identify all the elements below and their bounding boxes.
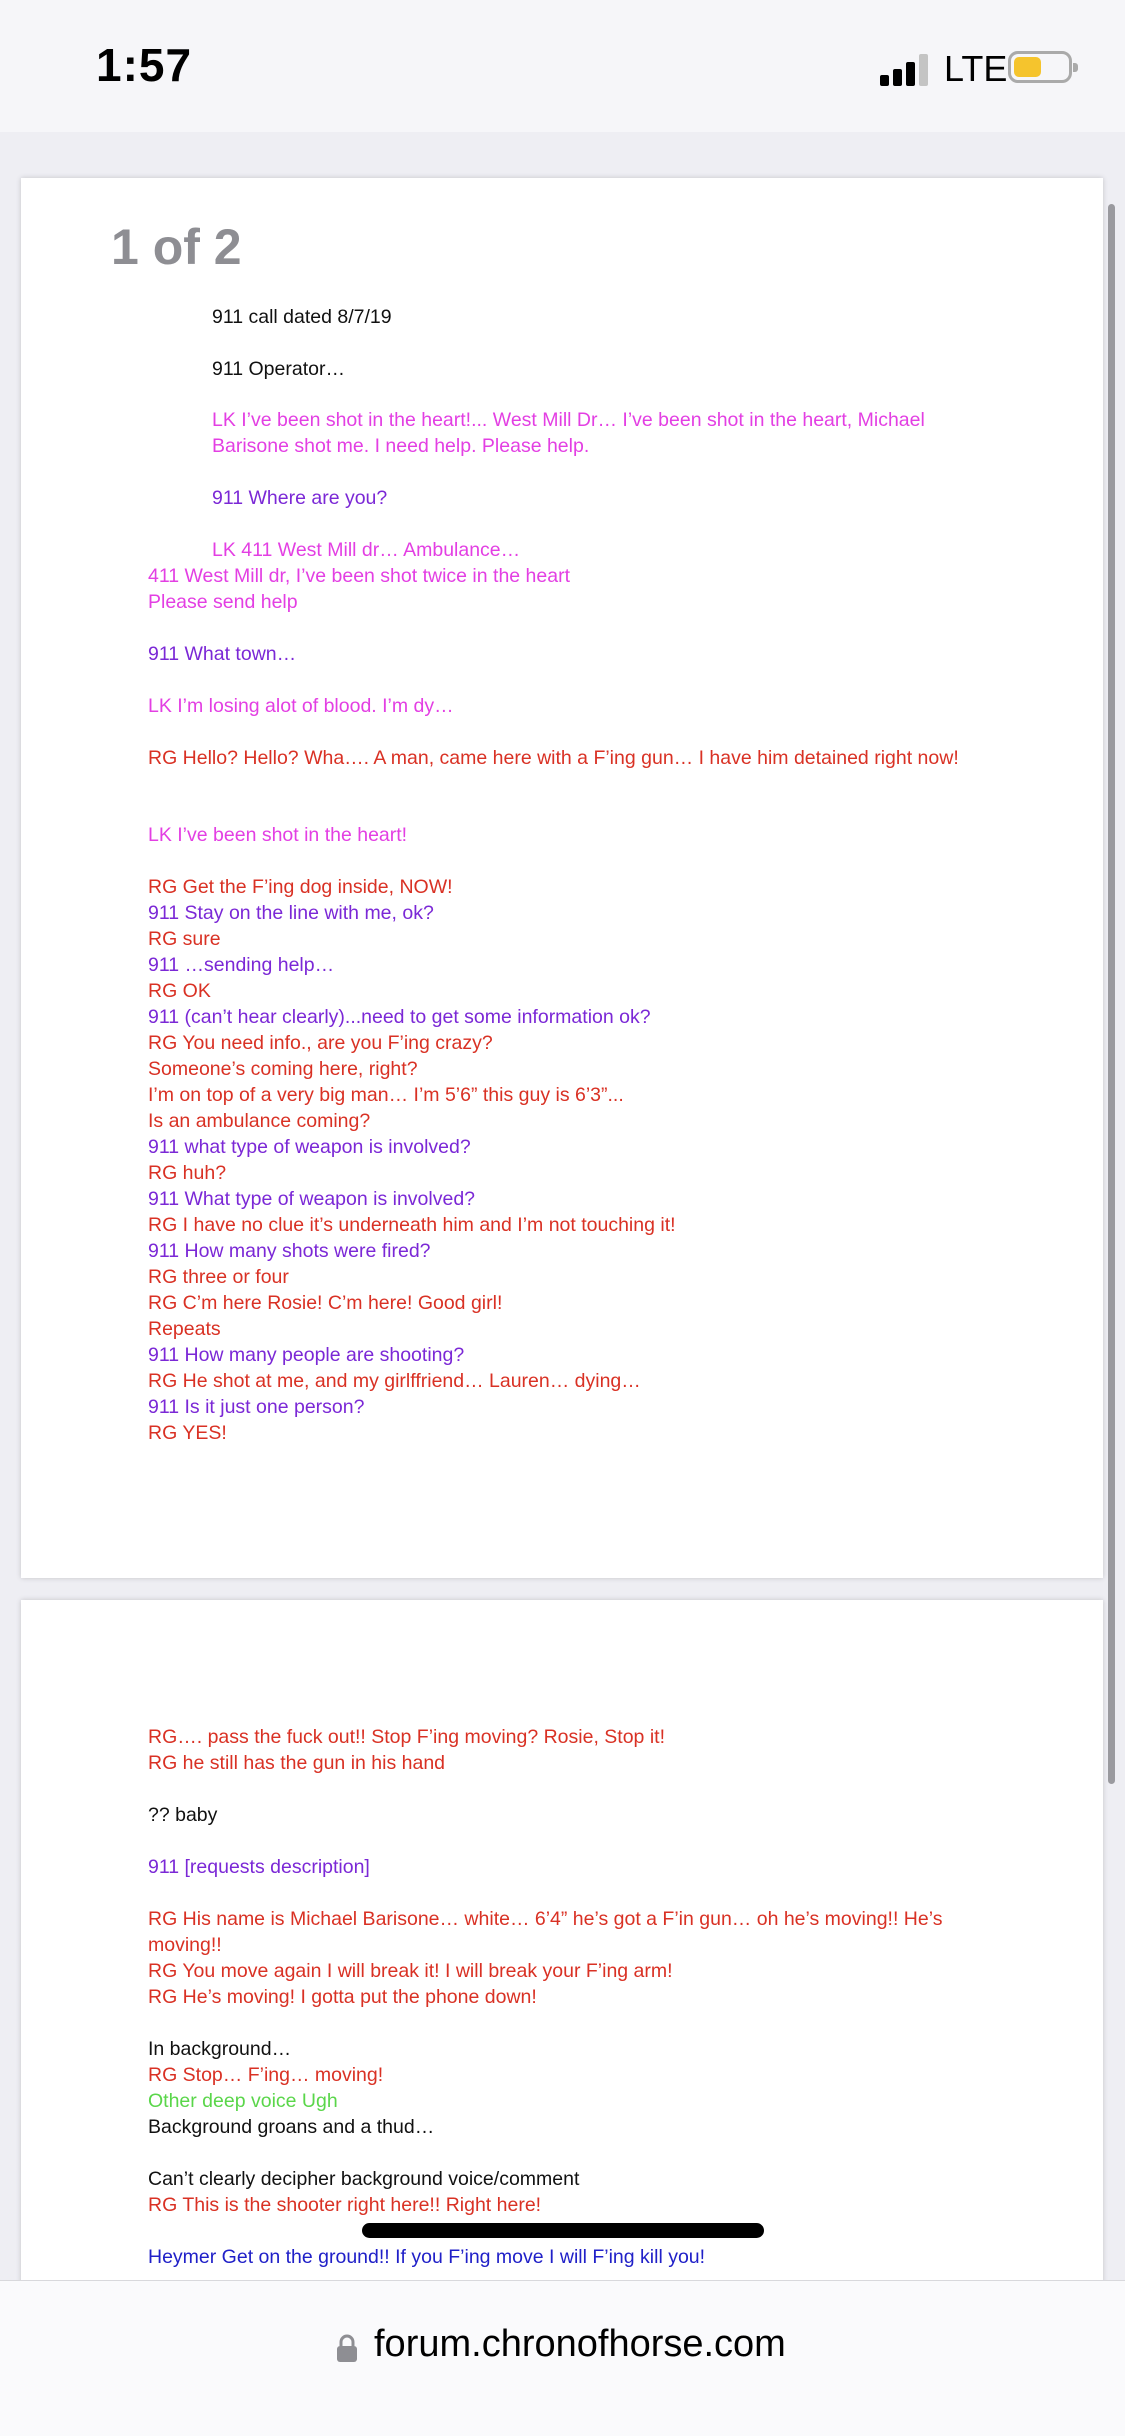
transcript-line: 911 (can’t hear clearly)...need to get some information ok? [148, 1006, 651, 1028]
transcript-line: 911 call dated 8/7/19 [212, 306, 392, 328]
transcript-line: RG C’m here Rosie! C’m here! Good girl! [148, 1292, 503, 1314]
transcript-line: 911 Stay on the line with me, ok? [148, 902, 434, 924]
transcript-line: RG He’s moving! I gotta put the phone down! [148, 1986, 537, 2008]
pdf-viewer[interactable] [0, 132, 1125, 2280]
transcript-line: 911 what type of weapon is involved? [148, 1136, 471, 1158]
cellular-signal-icon [880, 52, 932, 86]
network-type: LTE [944, 48, 1008, 89]
transcript-line: Background groans and a thud… [148, 2116, 435, 2138]
transcript-line: RG I have no clue it’s underneath him and I’m not touching it! [148, 1214, 676, 1236]
transcript-line: RG He shot at me, and my girlffriend… Lauren… dying… [148, 1370, 641, 1392]
browser-address-bar[interactable] [0, 2280, 1125, 2436]
transcript-line: Someone’s coming here, right? [148, 1058, 418, 1080]
home-indicator[interactable] [362, 2223, 764, 2238]
transcript-line: RG You move again I will break it! I will break your F’ing arm! [148, 1960, 673, 1982]
transcript-line: I’m on top of a very big man… I’m 5’6” this guy is 6’3”... [148, 1084, 624, 1106]
transcript-line: LK I’ve been shot in the heart!... West Mill Dr… I’ve been shot in the heart, Michael Barisone shot me. I need help. Please help. [212, 409, 925, 457]
url-text[interactable]: forum.chronofhorse.com [374, 2323, 786, 2365]
transcript-line: 911 How many shots were fired? [148, 1240, 431, 1262]
transcript-line: RG Get the F’ing dog inside, NOW! [148, 876, 453, 898]
transcript-line: RG three or four [148, 1266, 289, 1288]
transcript-line: In background… [148, 2038, 292, 2060]
page-counter: 1 of 2 [111, 219, 242, 275]
transcript-line: 911 Is it just one person? [148, 1396, 365, 1418]
transcript-line: 911 [requests description] [148, 1856, 370, 1878]
transcript-line: 911 How many people are shooting? [148, 1344, 465, 1366]
battery-icon [1008, 51, 1072, 83]
transcript-line: RG huh? [148, 1162, 227, 1184]
transcript-line: RG You need info., are you F’ing crazy? [148, 1032, 493, 1054]
transcript-line: RG OK [148, 980, 211, 1002]
transcript-line: RG Stop… F’ing… moving! [148, 2064, 384, 2086]
transcript-line: Repeats [148, 1318, 221, 1340]
status-time: 1:57 [96, 39, 193, 91]
transcript-line: LK I’m losing alot of blood. I’m dy… [148, 695, 454, 717]
transcript-line: Can’t clearly decipher background voice/comment [148, 2168, 580, 2190]
transcript-line: Please send help [148, 591, 298, 613]
pdf-page-1 [21, 178, 1103, 1578]
lock-icon [335, 2333, 359, 2363]
transcript-line: 911 What town… [148, 643, 297, 665]
transcript-line: LK 411 West Mill dr… Ambulance… [212, 539, 521, 561]
transcript-line: RG This is the shooter right here!! Right here! [148, 2194, 542, 2216]
transcript-line: RG His name is Michael Barisone… white… 6’4” he’s got a F’in gun… oh he’s moving!! He’s moving!! [148, 1908, 943, 1956]
transcript-line: 911 Where are you? [212, 487, 388, 509]
transcript-line: RG YES! [148, 1422, 227, 1444]
transcript-line: 911 What type of weapon is involved? [148, 1188, 476, 1210]
transcript-line: Other deep voice Ugh [148, 2090, 338, 2112]
transcript-line: RG Hello? Hello? Wha…. A man, came here with a F’ing gun… I have him detained right now! [148, 747, 959, 769]
transcript-line: LK I’ve been shot in the heart! [148, 824, 408, 846]
transcript-line: Is an ambulance coming? [148, 1110, 371, 1132]
transcript-line: 911 …sending help… [148, 954, 335, 976]
pdf-page-2 [21, 1600, 1103, 2280]
transcript-line: RG…. pass the fuck out!! Stop F’ing moving? Rosie, Stop it! [148, 1726, 665, 1748]
transcript-line: 411 West Mill dr, I’ve been shot twice in the heart [148, 565, 570, 587]
transcript-line: ?? baby [148, 1804, 218, 1826]
transcript-line: RG sure [148, 928, 221, 950]
transcript-line: Heymer Get on the ground!! If you F’ing move I will F’ing kill you! [148, 2246, 706, 2268]
transcript-line: RG he still has the gun in his hand [148, 1752, 446, 1774]
status-bar [0, 0, 1125, 132]
transcript-line: 911 Operator… [212, 358, 345, 380]
scrollbar-thumb[interactable] [1108, 204, 1115, 1784]
